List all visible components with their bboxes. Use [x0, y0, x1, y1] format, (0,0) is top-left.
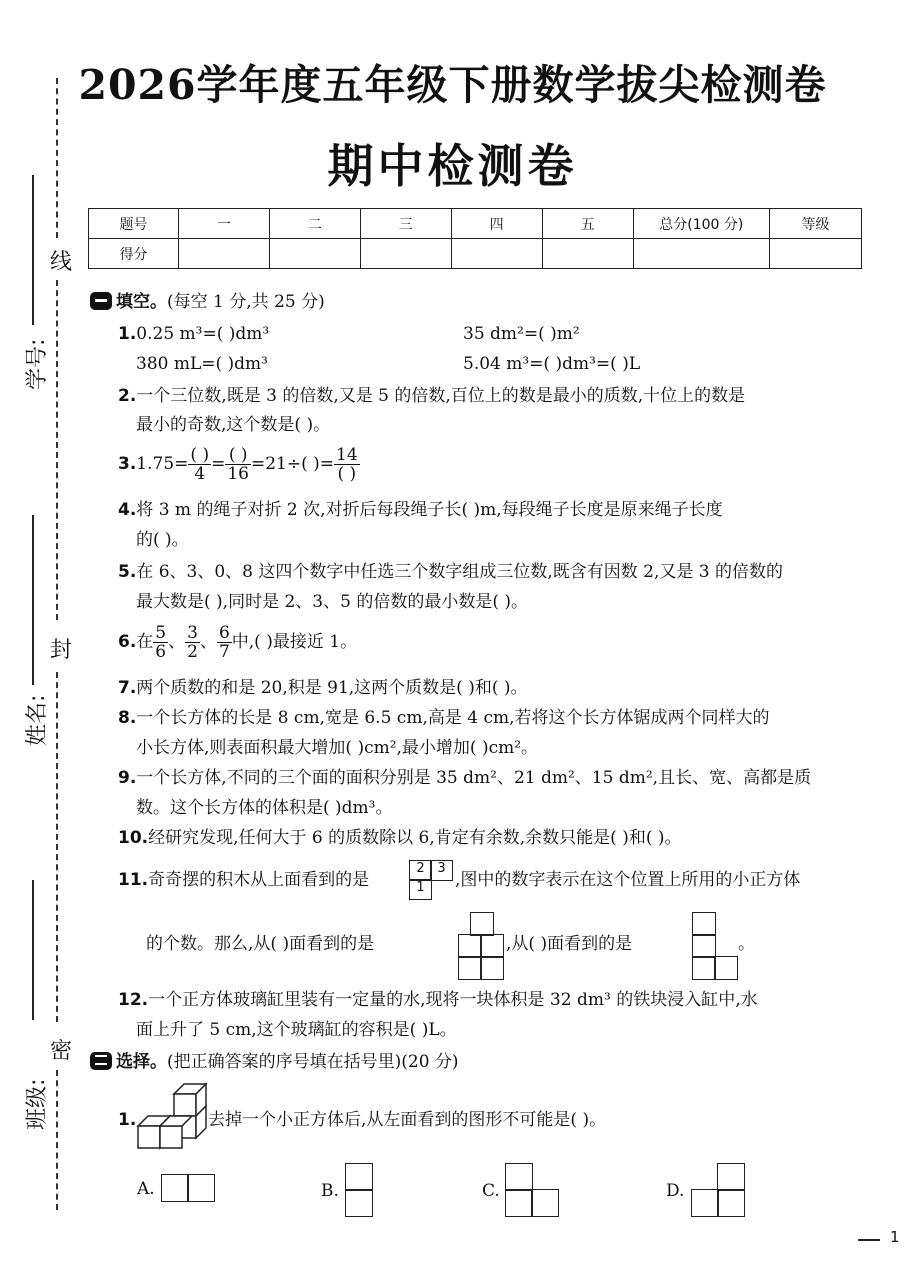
- square: [345, 1189, 373, 1217]
- question-text: 一个长方体的长是 8 cm,宽是 6.5 cm,高是 4 cm,若将这个长方体锯成两个同样大的: [136, 708, 770, 728]
- fraction-denominator: 16: [227, 464, 249, 484]
- question-text: 一个三位数,既是 3 的倍数,又是 5 的倍数,百位上的数是最小的质数,十位上的数是: [136, 386, 746, 406]
- question-3: [118, 446, 360, 483]
- exam-title: 2026学年度五年级下册数学拔尖检测卷: [78, 61, 827, 109]
- class-blank: [32, 880, 34, 1020]
- question-9: [118, 766, 811, 790]
- square: [480, 934, 504, 958]
- question-text: 经研究发现,任何大于 6 的质数除以 6,肯定有余数,余数只能是( )和( )。: [148, 828, 682, 848]
- table-cell: 三: [360, 209, 451, 239]
- question-8-line2: 小长方体,则表面积最大增加( )cm²,最小增加( )cm²。: [136, 738, 539, 758]
- option-b-label[interactable]: B.: [321, 1181, 339, 1201]
- question-8: [118, 706, 770, 730]
- section2-note: (把正确答案的序号填在括号里)(20 分): [167, 1052, 459, 1072]
- fraction-numerator: 5: [155, 623, 167, 643]
- top-view-figure: [409, 860, 455, 904]
- question-text: 在: [136, 632, 154, 652]
- score-table: [88, 208, 862, 269]
- fraction: [185, 624, 200, 661]
- question-10: [118, 826, 682, 850]
- binding-dashed-line: [56, 672, 58, 1022]
- fraction: [334, 446, 360, 483]
- square: [458, 934, 482, 958]
- question-5: [118, 560, 783, 584]
- question-number: 1.: [118, 324, 137, 344]
- square: [692, 934, 716, 958]
- question-number: 12.: [118, 990, 149, 1010]
- score-table-score-row: [89, 239, 862, 269]
- score-input-cell[interactable]: [770, 239, 862, 269]
- score-table-header-row: [89, 209, 862, 239]
- fraction: [153, 624, 168, 661]
- question-11-line2b: ,从( )面看到的是: [506, 934, 633, 954]
- section1-note: (每空 1 分,共 25 分): [167, 292, 325, 312]
- table-cell: 四: [451, 209, 542, 239]
- name-label: 姓名:: [25, 694, 50, 746]
- question-9-line2: 数。这个长方体的体积是( )dm³。: [136, 798, 393, 818]
- square: [480, 956, 504, 980]
- student-no-blank: [32, 175, 34, 325]
- table-cell: 等级: [770, 209, 862, 239]
- table-cell: 五: [542, 209, 633, 239]
- question-number: 11.: [118, 870, 149, 890]
- question-2-line2: 最小的奇数,这个数是( )。: [136, 415, 331, 435]
- question-text: 0.25 m³=( )dm³: [136, 324, 270, 344]
- question-4-line2: 的( )。: [136, 530, 189, 550]
- question-text: 在 6、3、0、8 这四个数字中任选三个数字组成三位数,既含有因数 2,又是 3 的倍数的: [136, 562, 784, 582]
- question-text: 1.75=: [136, 454, 189, 474]
- square: [345, 1163, 373, 1191]
- option-a-label[interactable]: A.: [137, 1179, 155, 1199]
- question-1c: 380 mL=( )dm³: [136, 354, 268, 374]
- fraction-denominator: ( ): [337, 464, 357, 484]
- option-d-figure: [691, 1163, 745, 1217]
- fraction-denominator: 2: [187, 642, 198, 662]
- square: [505, 1163, 533, 1191]
- question-4: [118, 498, 723, 522]
- question-text: 、: [168, 632, 186, 652]
- question-number: 3.: [118, 454, 137, 474]
- section1-heading: 填空。: [116, 292, 167, 312]
- question-7: [118, 676, 528, 700]
- square: [717, 1189, 745, 1217]
- cube-stack-figure: [134, 1080, 210, 1158]
- question-text: 中,( )最接近 1。: [231, 632, 358, 652]
- square: [691, 1189, 719, 1217]
- question-number: 2.: [118, 386, 137, 406]
- score-input-cell[interactable]: [633, 239, 770, 269]
- question-11-part2: ,图中的数字表示在这个位置上所用的小正方体: [455, 870, 801, 890]
- square: [187, 1174, 215, 1202]
- square: [470, 912, 494, 936]
- question-number: 9.: [118, 768, 137, 788]
- section-one-badge-icon: [90, 292, 112, 310]
- fraction-denominator: 7: [218, 642, 230, 662]
- question-number: 1.: [118, 1110, 137, 1130]
- question-text: 一个正方体玻璃缸里装有一定量的水,现将一块体积是 32 dm³ 的铁块浸入缸中,水: [148, 990, 758, 1010]
- binding-dashed-line: [56, 280, 58, 620]
- option-d-label[interactable]: D.: [666, 1181, 685, 1201]
- fraction-denominator: 6: [155, 642, 167, 662]
- score-input-cell[interactable]: [360, 239, 451, 269]
- question-text: 两个质数的和是 20,积是 91,这两个质数是( )和( )。: [136, 678, 528, 698]
- view-figure-1: [458, 912, 506, 980]
- fraction: [225, 446, 251, 483]
- page-number: 1: [890, 1228, 900, 1246]
- binding-dashed-line: [56, 78, 58, 238]
- square: [692, 956, 716, 980]
- fraction-numerator: 3: [187, 623, 198, 643]
- option-b-figure: [345, 1163, 373, 1217]
- fraction: [217, 624, 232, 661]
- fraction-numerator: ( ): [225, 446, 251, 465]
- question-11-line2c: 。: [738, 934, 755, 954]
- question-5-line2: 最大数是( ),同时是 2、3、5 的倍数的最小数是( )。: [136, 592, 528, 612]
- binding-dashed-line: [56, 1070, 58, 1210]
- table-cell: 总分(100 分): [633, 209, 770, 239]
- question-number: 10.: [118, 828, 149, 848]
- option-c-figure: [505, 1163, 559, 1217]
- fraction-numerator: ( ): [190, 445, 210, 465]
- question-11-line2a: 的个数。那么,从( )面看到的是: [146, 934, 375, 954]
- section2-heading-row: [90, 1050, 459, 1074]
- table-cell: 题号: [89, 209, 179, 239]
- binding-seal-char: 封: [50, 638, 73, 663]
- score-input-cell[interactable]: [451, 239, 542, 269]
- question-1a: [118, 322, 269, 346]
- square: [717, 1163, 745, 1191]
- question-number: 5.: [118, 562, 137, 582]
- question-text: 、: [199, 632, 217, 652]
- question-text: =21÷( )=: [250, 454, 335, 474]
- question-2: [118, 384, 745, 408]
- view-figure-2: [692, 912, 740, 980]
- question-1d: 5.04 m³=( )dm³=( )L: [463, 354, 641, 374]
- binding-line-char: 线: [50, 250, 73, 275]
- option-c-label[interactable]: C.: [482, 1181, 500, 1201]
- square: [458, 956, 482, 980]
- table-cell: 二: [269, 209, 360, 239]
- question-number: 4.: [118, 500, 137, 520]
- binding-secret-char: 密: [50, 1039, 73, 1064]
- section1-heading-row: [90, 290, 325, 314]
- question-text: =: [211, 454, 226, 474]
- section2-heading: 选择。: [116, 1052, 167, 1072]
- question-12-line2: 面上升了 5 cm,这个玻璃缸的容积是( )L。: [136, 1020, 457, 1040]
- page-number-rule: [858, 1239, 880, 1241]
- square: [531, 1189, 559, 1217]
- square: [505, 1189, 533, 1217]
- table-cell: 一: [178, 209, 269, 239]
- student-no-label: 学号:: [25, 338, 50, 390]
- question-number: 7.: [118, 678, 137, 698]
- class-label: 班级:: [25, 1078, 50, 1130]
- question-text: 一个长方体,不同的三个面的面积分别是 35 dm²、21 dm²、15 dm²,且长、宽、高都是质: [136, 768, 812, 788]
- section-two-badge-icon: [90, 1052, 112, 1070]
- square: [714, 956, 738, 980]
- question-text: 将 3 m 的绳子对折 2 次,对折后每段绳子长( )m,每段绳子长度是原来绳子长度: [136, 500, 723, 520]
- choice-question-1: 去掉一个小正方体后,从左面看到的图形不可能是( )。: [208, 1110, 607, 1130]
- score-input-cell[interactable]: [178, 239, 269, 269]
- name-blank: [32, 515, 34, 685]
- square: [692, 912, 716, 936]
- fraction: [188, 446, 211, 483]
- question-number: 6.: [118, 632, 137, 652]
- fraction-numerator: 6: [218, 623, 230, 643]
- question-6: [118, 624, 357, 661]
- fraction-denominator: 4: [194, 464, 206, 484]
- option-a-figure: [161, 1174, 215, 1202]
- question-11-part1: [118, 868, 369, 892]
- top-view-cell: 1: [409, 879, 432, 900]
- top-view-cell: 2: [409, 860, 432, 881]
- question-number: 8.: [118, 708, 137, 728]
- square: [161, 1174, 189, 1202]
- score-input-cell[interactable]: [542, 239, 633, 269]
- question-12: [118, 988, 758, 1012]
- table-cell: 得分: [89, 239, 179, 269]
- exam-subtitle: 期中检测卷: [327, 139, 578, 193]
- question-1b: 35 dm²=( )m²: [463, 324, 580, 344]
- top-view-cell: 3: [430, 860, 453, 881]
- question-text: 奇奇摆的积木从上面看到的是: [148, 870, 370, 890]
- fraction-numerator: 14: [336, 445, 358, 465]
- score-input-cell[interactable]: [269, 239, 360, 269]
